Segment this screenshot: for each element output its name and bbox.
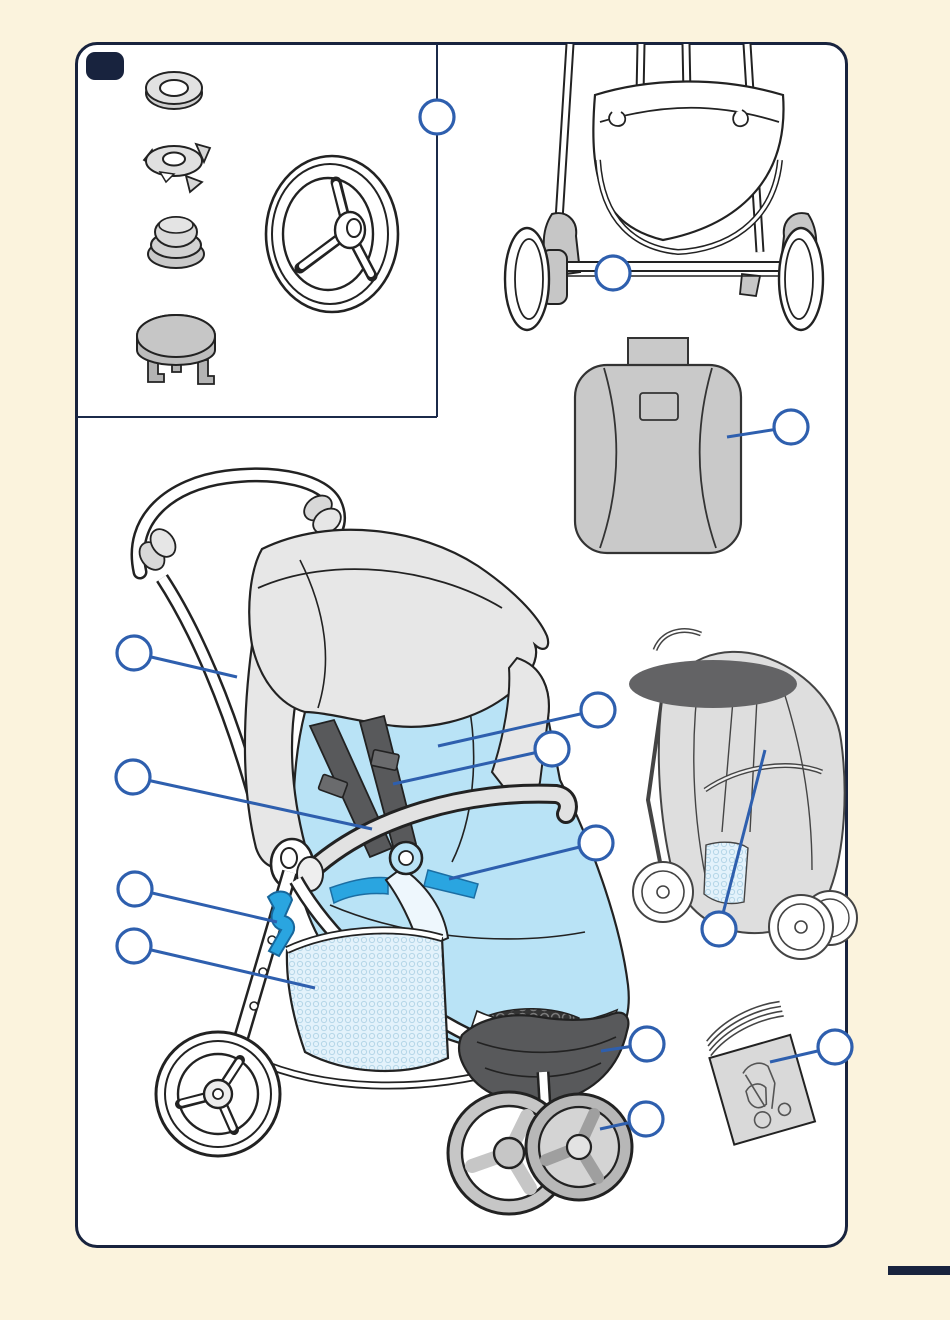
callout-seat-backrest bbox=[581, 693, 615, 727]
front-double-wheel bbox=[448, 1092, 632, 1214]
step-badge bbox=[86, 52, 124, 80]
inset-wheel-icon bbox=[266, 156, 398, 312]
callout-bumper-bar bbox=[116, 760, 150, 794]
rear-frame-view bbox=[505, 44, 823, 330]
callout-leader-fold-lever bbox=[135, 889, 277, 922]
retainer-clip-icon bbox=[144, 144, 210, 192]
axle-cap-icon bbox=[148, 217, 204, 268]
callout-carry-bag bbox=[774, 410, 808, 444]
callout-rain-cover bbox=[702, 912, 736, 946]
callout-harness-strap bbox=[535, 732, 569, 766]
callout-canopy bbox=[117, 636, 151, 670]
washer-icon bbox=[146, 72, 202, 109]
callout-front-wheel bbox=[629, 1102, 663, 1136]
callout-rear-axle bbox=[596, 256, 630, 290]
callout-footrest-wrap bbox=[630, 1027, 664, 1061]
bag-label bbox=[640, 393, 678, 420]
hub-cap-icon bbox=[137, 315, 215, 384]
wheel-parts-inset bbox=[77, 44, 437, 417]
carry-bag bbox=[575, 338, 741, 553]
shade-disc bbox=[629, 660, 797, 708]
rear-wheel bbox=[156, 1032, 280, 1156]
callout-fold-lever bbox=[118, 872, 152, 906]
instruction-booklet bbox=[699, 1000, 815, 1144]
callout-wheel-assembly bbox=[420, 100, 454, 134]
callout-basket bbox=[117, 929, 151, 963]
main-stroller bbox=[134, 475, 632, 1214]
canopy bbox=[249, 530, 548, 727]
callout-buckle bbox=[579, 826, 613, 860]
basket bbox=[287, 930, 448, 1071]
rain-cover-stroller bbox=[629, 631, 857, 959]
callout-booklet bbox=[818, 1030, 852, 1064]
